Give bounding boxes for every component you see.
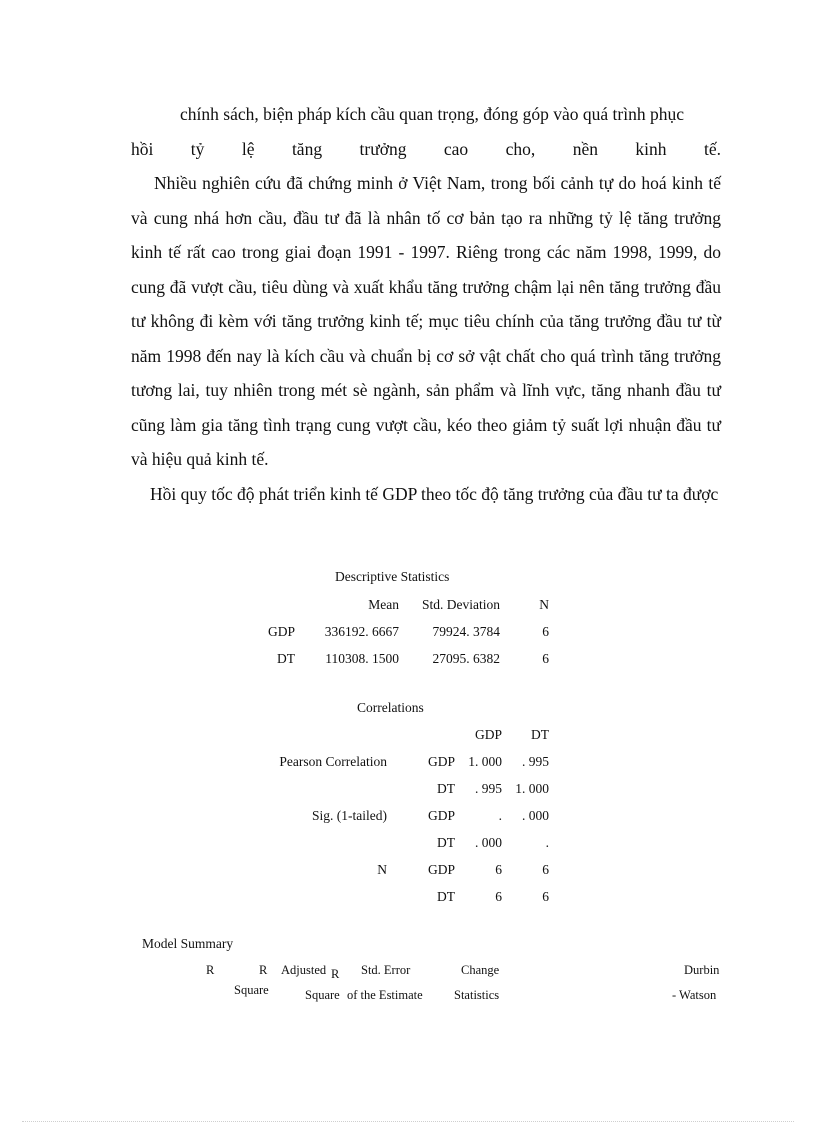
correlations-cell: 6 — [495, 862, 502, 877]
correlations-group-label: N — [377, 862, 387, 877]
correlations-cell: . — [498, 808, 502, 823]
descriptive-row-label: GDP — [267, 624, 295, 639]
model-header-r: R — [206, 963, 215, 977]
correlations-cell: . 000 — [522, 808, 549, 823]
model-header-adjusted-r: R — [331, 967, 340, 981]
descriptive-header-mean: Mean — [368, 597, 399, 612]
correlations-cell: . 995 — [475, 781, 502, 796]
correlations-title: Correlations — [357, 700, 424, 715]
correlations-group-label: Sig. (1-tailed) — [312, 808, 387, 823]
correlations-cell: 1. 000 — [468, 754, 502, 769]
correlations-header-gdp: GDP — [474, 727, 502, 742]
correlations-cell: 6 — [542, 889, 549, 904]
model-header-watson: - Watson — [672, 988, 717, 1002]
correlations-var: GDP — [427, 862, 455, 877]
correlations-cell: . — [545, 835, 549, 850]
descriptive-cell-std: 27095. 6382 — [432, 651, 500, 666]
model-header-r-square-sub: Square — [234, 983, 269, 997]
model-header-std-error: Std. Error — [361, 963, 411, 977]
correlations-var: DT — [437, 835, 455, 850]
correlations-cell: 6 — [542, 862, 549, 877]
descriptive-cell-n: 6 — [542, 651, 549, 666]
model-header-adjusted-square: Square — [305, 988, 340, 1002]
correlations-cell: . 995 — [522, 754, 549, 769]
paragraph-3: Hồi quy tốc độ phát triển kinh tế GDP theo tốc độ tăng trưởng của đầu tư ta được — [150, 484, 719, 504]
paragraph-1 — [131, 97, 721, 166]
correlations-var: GDP — [427, 808, 455, 823]
page-bottom-divider — [22, 1121, 794, 1122]
correlations-group-label: Pearson Correlation — [279, 754, 387, 769]
correlations-cell: 6 — [495, 889, 502, 904]
descriptive-header-n: N — [539, 597, 549, 612]
model-header-r-square: R — [259, 963, 268, 977]
model-summary-title: Model Summary — [142, 936, 234, 951]
correlations-var: DT — [437, 781, 455, 796]
descriptive-cell-mean: 336192. 6667 — [324, 624, 399, 639]
descriptive-row-label: DT — [277, 651, 295, 666]
correlations-cell: . 000 — [475, 835, 502, 850]
correlations-header-dt: DT — [531, 727, 549, 742]
descriptive-cell-std: 79924. 3784 — [432, 624, 500, 639]
model-header-adjusted: Adjusted — [281, 963, 327, 977]
paragraph-2: Nhiều nghiên cứu đã chứng minh ở Việt Nam, trong bối cảnh tự do hoá kinh tế và cung nhá hơn cầu, đầu tư đã là nhân tố cơ bản tạo ra những tỷ lệ tăng trưởng kinh tế rất cao trong giai đoạn 1991 - 1997. Riêng trong các năm 1998, 1999, do cung đã vượt cầu, tiêu dùng và xuất khẩu tăng trưởng chậm lại nên tăng trưởng đầu tư không đi kèm với tăng trưởng kinh tế; mục tiêu chính của tăng trưởng đầu tư từ năm 1998 đến nay là kích cầu và chuẩn bị cơ sở vật chất cho quá trình tăng trưởng tương lai, tuy nhiên trong mét sè ngành, sản phẩm và lĩnh vực, tăng nhanh đầu tư cũng làm gia tăng tình trạng cung vượt cầu, kéo theo giảm tỷ suất lợi nhuận đầu tư và hiệu quả kinh tế. — [131, 173, 721, 469]
model-header-statistics: Statistics — [454, 988, 500, 1002]
descriptive-stats-title: Descriptive Statistics — [335, 569, 450, 584]
descriptive-cell-mean: 110308. 1500 — [325, 651, 399, 666]
model-header-of-estimate: of the Estimate — [347, 988, 423, 1002]
paragraph-1-line-1: chính sách, biện pháp kích cầu quan trọng, đóng góp vào quá trình phục — [180, 104, 684, 124]
correlations-var: GDP — [427, 754, 455, 769]
model-header-durbin: Durbin — [684, 963, 720, 977]
model-header-change: Change — [461, 963, 500, 977]
descriptive-header-std: Std. Deviation — [422, 597, 500, 612]
correlations-var: DT — [437, 889, 455, 904]
correlations-cell: 1. 000 — [515, 781, 549, 796]
descriptive-cell-n: 6 — [542, 624, 549, 639]
paragraph-1-line-2: hồi tỷ lệ tăng trưởng cao cho, nền kinh tế. — [131, 138, 721, 159]
